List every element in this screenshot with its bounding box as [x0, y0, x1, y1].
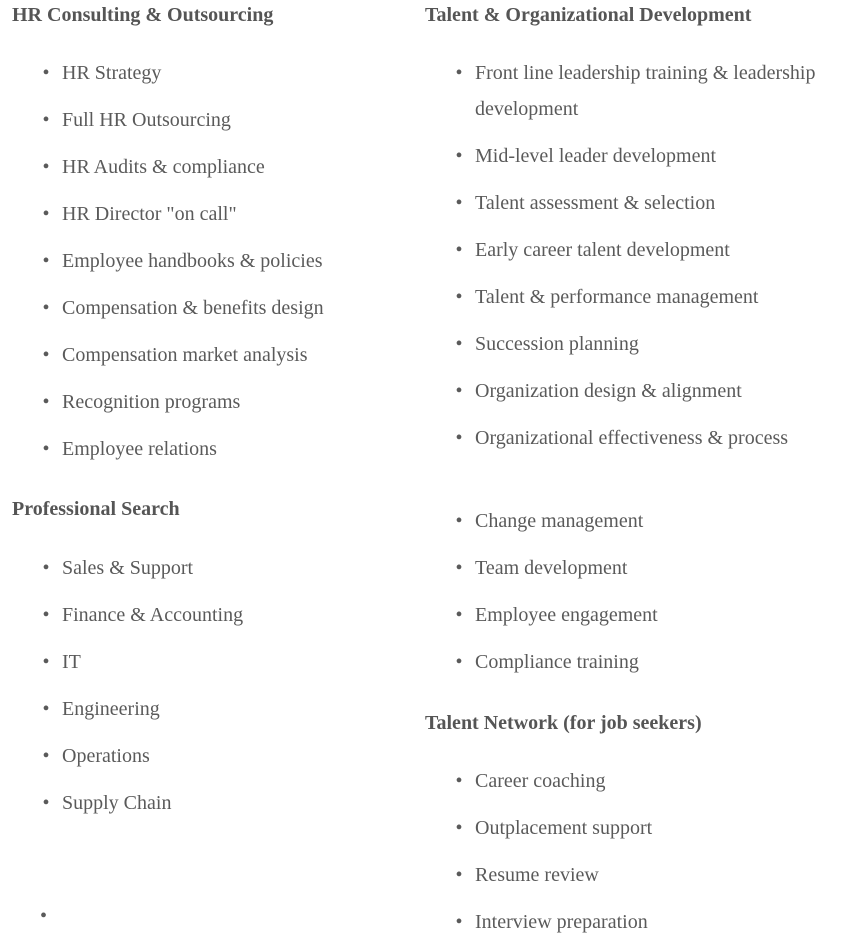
hr-consulting-heading: HR Consulting & Outsourcing	[12, 4, 274, 26]
list-item: • Supply Chain	[12, 785, 412, 832]
bullet-icon: •	[42, 604, 50, 626]
bullet-icon: •	[455, 380, 463, 402]
bullet-icon: •	[42, 792, 50, 814]
list-item: • Mid-level leader development	[425, 138, 845, 185]
bullet-icon: •	[42, 109, 50, 131]
list-item: • HR Strategy	[12, 55, 412, 102]
bullet-icon: •	[455, 192, 463, 214]
list-item: • Career coaching	[425, 763, 845, 810]
list-item: • Compensation & benefits design	[12, 290, 412, 337]
professional-search-heading: Professional Search	[12, 498, 180, 520]
bullet-icon: •	[42, 698, 50, 720]
professional-search-list	[12, 550, 412, 832]
talent-network-heading: Talent Network (for job seekers)	[425, 712, 702, 734]
list-item: • Outplacement support	[425, 810, 845, 857]
talent-org-list	[425, 55, 845, 691]
bullet-icon: •	[455, 911, 463, 933]
bullet-icon: •	[455, 239, 463, 261]
list-item: • Engineering	[12, 691, 412, 738]
list-item: • Talent & performance management	[425, 279, 845, 326]
list-item: • Succession planning	[425, 326, 845, 373]
list-item: • Organizational effectiveness & process	[425, 420, 845, 503]
list-item: • Employee handbooks & policies	[12, 243, 412, 290]
list-item: • Resume review	[425, 857, 845, 904]
list-item: • Sales & Support	[12, 550, 412, 597]
list-item: • Front line leadership training & leadership development	[425, 55, 845, 138]
talent-org-heading: Talent & Organizational Development	[425, 4, 752, 26]
list-item: • Compliance training	[425, 644, 845, 691]
bullet-icon: •	[42, 62, 50, 84]
list-item: • Interview preparation	[425, 904, 845, 951]
bullet-icon: •	[42, 344, 50, 366]
list-item: • Finance & Accounting	[12, 597, 412, 644]
bullet-icon: •	[455, 651, 463, 673]
list-item: • Team development	[425, 550, 845, 597]
bullet-icon: •	[455, 864, 463, 886]
bullet-icon: •	[455, 604, 463, 626]
bullet-icon: •	[42, 438, 50, 460]
list-item: • Organization design & alignment	[425, 373, 845, 420]
bullet-icon: •	[455, 286, 463, 308]
bullet-icon: •	[455, 557, 463, 579]
bullet-icon: •	[455, 427, 463, 449]
list-item: • Operations	[12, 738, 412, 785]
list-item: • Employee engagement	[425, 597, 845, 644]
bullet-icon: •	[42, 745, 50, 767]
bullet-icon: •	[42, 651, 50, 673]
list-item: • Early career talent development	[425, 232, 845, 279]
bullet-icon: •	[455, 770, 463, 792]
talent-network-list	[425, 763, 845, 951]
bullet-icon: •	[42, 203, 50, 225]
bullet-icon: •	[455, 145, 463, 167]
bullet-icon: •	[42, 156, 50, 178]
bullet-icon: •	[42, 391, 50, 413]
bullet-icon: •	[42, 250, 50, 272]
list-item: • Full HR Outsourcing	[12, 102, 412, 149]
list-item: • HR Audits & compliance	[12, 149, 412, 196]
list-item: • IT	[12, 644, 412, 691]
list-item: • Change management	[425, 503, 845, 550]
bullet-icon: •	[455, 817, 463, 839]
list-item: • Talent assessment & selection	[425, 185, 845, 232]
bullet-icon: •	[455, 510, 463, 532]
bullet-icon: •	[455, 62, 463, 84]
list-item: • Recognition programs	[12, 384, 412, 431]
list-item: • Compensation market analysis	[12, 337, 412, 384]
list-item: • HR Director "on call"	[12, 196, 412, 243]
bullet-icon: •	[42, 557, 50, 579]
bullet-icon: •	[42, 297, 50, 319]
empty-bullet-icon: •	[40, 905, 48, 927]
bullet-icon: •	[455, 333, 463, 355]
hr-consulting-list	[12, 55, 412, 478]
list-item: • Employee relations	[12, 431, 412, 478]
